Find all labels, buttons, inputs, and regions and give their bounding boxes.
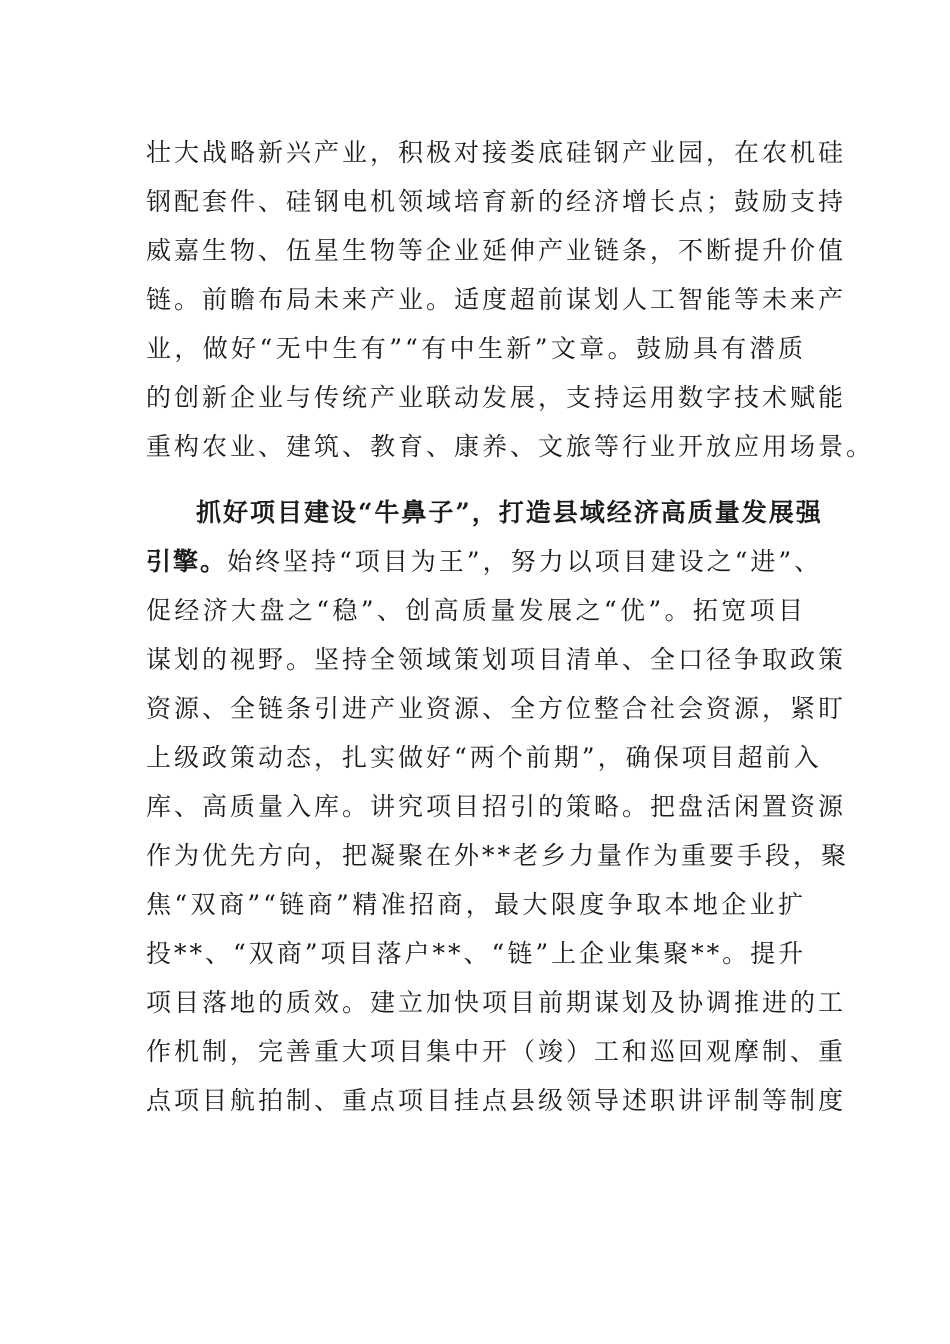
paragraph-line: 促经济大盘之“稳”、创高质量发展之“优”。拓宽项目 — [146, 596, 806, 625]
section-heading: 抓好项目建设“牛鼻子”，打造县域经济高质量发展强 — [196, 498, 823, 527]
paragraph-line: 库、高质量入库。讲究项目招引的策略。把盘活闲置资源 — [146, 792, 847, 821]
paragraph-2 — [146, 488, 850, 1125]
section-heading-end: 引擎。 — [146, 547, 228, 576]
paragraph-line: 上级政策动态，扎实做好“两个前期”，确保项目超前入 — [146, 743, 822, 772]
paragraph-line: 钢配套件、硅钢电机领域培育新的经济增长点；鼓励支持 — [146, 187, 847, 216]
paragraph-line: 的创新企业与传统产业联动发展，支持运用数字技术赋能 — [146, 383, 847, 412]
paragraph-line: 点项目航拍制、重点项目挂点县级领导述职讲评制等制度 — [146, 1086, 847, 1115]
paragraph-line: 重构农业、建筑、教育、康养、文旅等行业开放应用场景。 — [146, 432, 875, 461]
paragraph-heading-line — [146, 488, 823, 537]
paragraph-1 — [146, 128, 875, 471]
paragraph-line: 焦“双商”“链商”精准招商，最大限度争取本地企业扩 — [146, 890, 806, 919]
paragraph-line: 谋划的视野。坚持全领域策划项目清单、全口径争取政策 — [146, 645, 847, 674]
paragraph-line: 威嘉生物、伍星生物等企业延伸产业链条，不断提升价值 — [146, 236, 847, 265]
paragraph-line: 壮大战略新兴产业，积极对接娄底硅钢产业园，在农机硅 — [146, 138, 847, 167]
paragraph-line: 作为优先方向，把凝聚在外**老乡力量作为重要手段，聚 — [146, 841, 850, 870]
paragraph-line: 资源、全链条引进产业资源、全方位整合社会资源，紧盯 — [146, 694, 847, 723]
paragraph-line — [146, 537, 823, 586]
paragraph-line: 业，做好“无中生有”“有中生新”文章。鼓励具有潜质 — [146, 334, 806, 363]
paragraph-line: 投**、“双商”项目落户**、“链”上企业集聚**。提升 — [146, 939, 807, 968]
paragraph-text: 始终坚持“项目为王”，努力以项目建设之“进”、 — [227, 547, 823, 576]
paragraph-line: 作机制，完善重大项目集中开（竣）工和巡回观摩制、重 — [146, 1037, 847, 1066]
paragraph-line: 链。前瞻布局未来产业。适度超前谋划人工智能等未来产 — [146, 285, 847, 314]
paragraph-line: 项目落地的质效。建立加快项目前期谋划及协调推进的工 — [146, 988, 847, 1017]
